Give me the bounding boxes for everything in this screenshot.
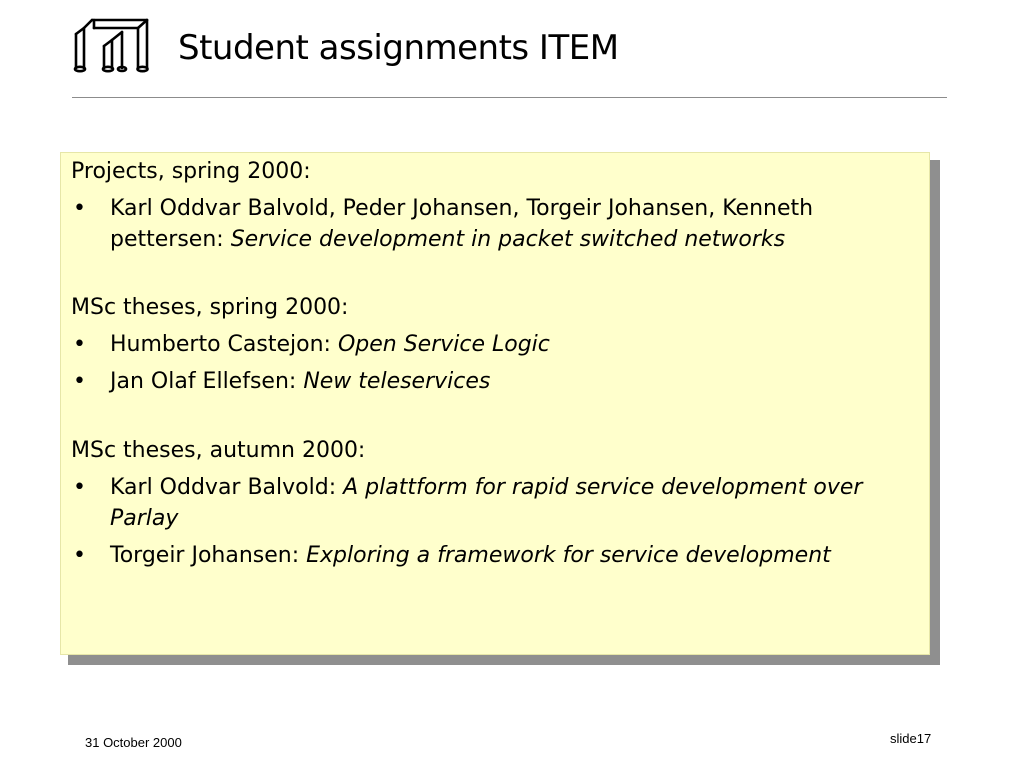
slide-title: Student assignments ITEM [178,28,619,68]
title-divider [72,97,947,98]
footer-date: 31 October 2000 [85,735,182,750]
item-work-title: New teleservices [303,369,491,394]
section-heading-projects: Projects, spring 2000: [71,159,311,184]
bullet: • [73,332,86,357]
list-item [71,472,929,534]
list-item [71,329,929,360]
item-authors: Jan Olaf Ellefsen: [110,369,304,394]
slide-number: slide17 [890,731,932,746]
item-authors: Karl Oddvar Balvold: [110,475,344,500]
item-authors: Humberto Castejon: [110,332,338,357]
bullet: • [73,543,86,568]
content-panel [60,152,930,655]
list-item [71,366,929,397]
item-work-title: Open Service Logic [337,332,550,357]
section-heading-msc-spring: MSc theses, spring 2000: [71,295,349,320]
item-work-title: A plattform for rapid service development over Parlay [110,475,863,531]
bullet: • [73,369,86,394]
bullet: • [73,475,86,500]
section-heading-msc-autumn: MSc theses, autumn 2000: [71,438,366,463]
bullet: • [73,196,86,221]
list-item [71,193,929,255]
item-work-title: Exploring a framework for service development [306,543,831,568]
item-authors: Karl Oddvar Balvold, Peder Johansen, Torgeir Johansen, Kenneth pettersen: [110,196,814,252]
item-work-title: Service development in packet switched networks [230,227,786,252]
list-item [71,540,929,571]
item-authors: Torgeir Johansen: [110,543,307,568]
item-logo-icon [72,18,150,76]
